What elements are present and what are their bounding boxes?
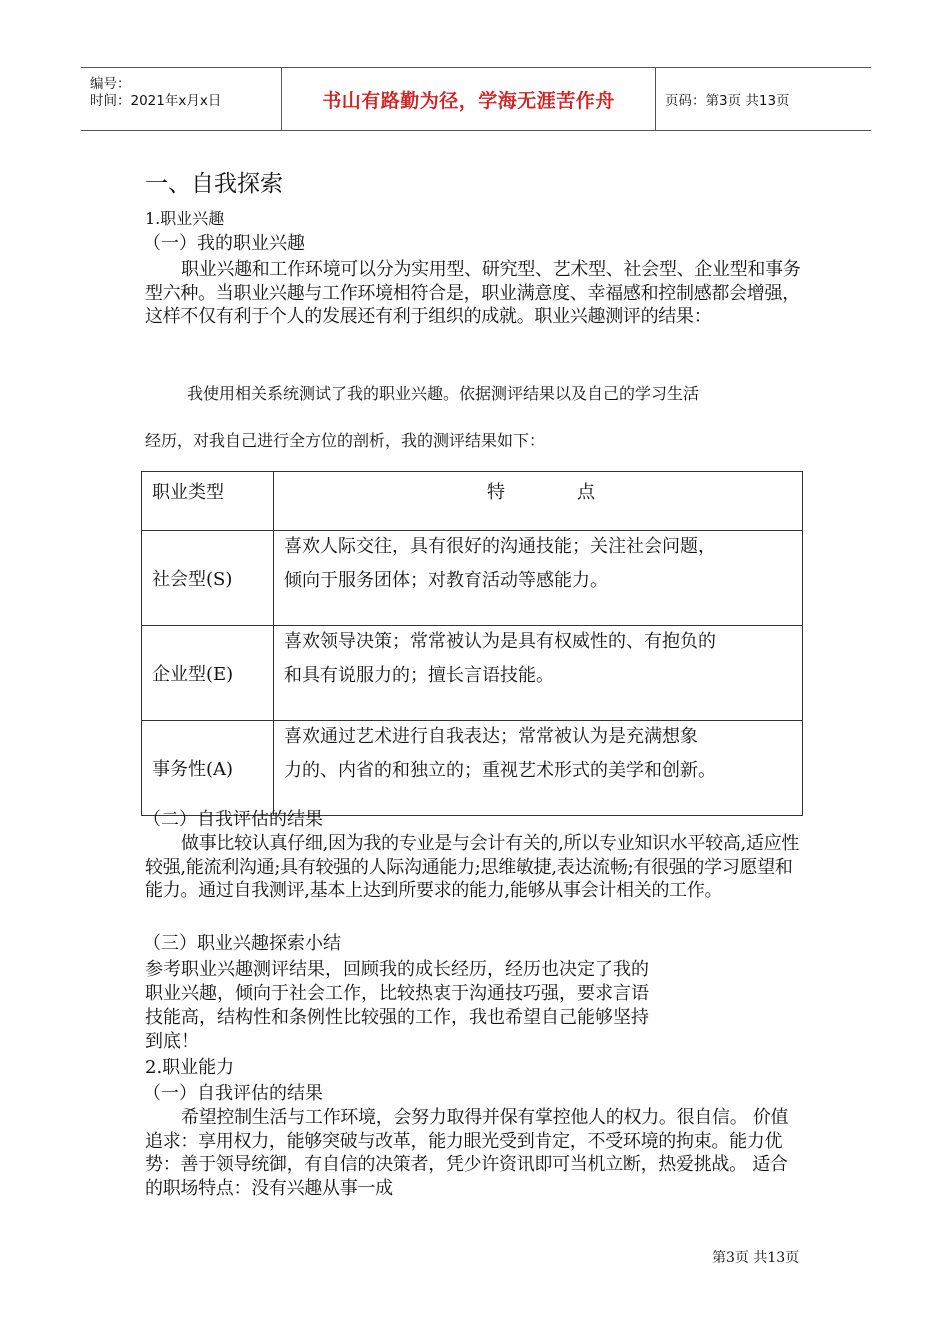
page-header [81, 67, 871, 131]
table-header-cell: 职业类型 [142, 472, 274, 531]
paragraph-line: 职业兴趣，倾向于社会工作，比较热衷于沟通技巧强，要求言语 [145, 983, 649, 1004]
table-header-cell: 特 点 [274, 472, 803, 531]
desc-line: 喜欢通过艺术进行自我表达；常常被认为是充满想象 [284, 726, 698, 747]
paragraph-line: 经历，对我自己进行全方位的剖析，我的测评结果如下： [145, 431, 546, 450]
subsection-title: 2.职业能力 [145, 1057, 235, 1078]
document-number-label: 编号： [90, 76, 131, 92]
table-row [142, 626, 803, 721]
document-date: 时间：2021年x月x日 [90, 93, 222, 109]
career-type-table [141, 471, 803, 816]
desc-line: 和具有说服力的；擅长言语技能。 [284, 665, 554, 686]
subsection-heading: （一）自我评估的结果 [143, 1083, 323, 1104]
table-header-row [142, 472, 803, 531]
desc-line: 喜欢人际交往，具有很好的沟通技能；关注社会问题， [284, 536, 716, 557]
table-cell-type: 事务性(A) [142, 721, 274, 816]
table-cell-desc [274, 721, 803, 816]
subsection-heading: （三）职业兴趣探索小结 [143, 933, 341, 954]
paragraph-line: 到底！ [145, 1031, 199, 1052]
table-cell-desc [274, 531, 803, 626]
subsection-heading: （二）自我评估的结果 [143, 809, 323, 830]
table-cell-desc [274, 626, 803, 721]
subsection-title: 1.职业兴趣 [145, 209, 225, 228]
header-page-number: 页码：第3页 共13页 [665, 93, 790, 109]
paragraph: 做事比较认真仔细,因为我的专业是与会计有关的,所以专业知识水平较高,适应性较强,能流利沟通;具有较强的人际沟通能力;思维敏捷,表达流畅;有很强的学习愿望和能力。通过自我测评,基本上达到所要求的能力,能够从事会计相关的工作。 [145, 833, 800, 901]
paragraph-line: 技能高，结构性和条例性比较强的工作，我也希望自己能够坚持 [145, 1007, 649, 1028]
header-meta [81, 68, 282, 130]
footer-page-number: 第3页 共13页 [712, 1250, 800, 1266]
table-row [142, 721, 803, 816]
table-cell-type: 社会型(S) [142, 531, 274, 626]
desc-line: 力的、内省的和独立的；重视艺术形式的美学和创新。 [284, 760, 716, 781]
paragraph-line: 我使用相关系统测试了我的职业兴趣。依据测评结果以及自己的学习生活 [187, 384, 700, 403]
table-row [142, 531, 803, 626]
motto: 书山有路勤为径，学海无涯苦作舟 [322, 89, 615, 112]
header-motto-cell [282, 68, 656, 130]
subsection-heading: （一）我的职业兴趣 [143, 233, 305, 254]
desc-line: 倾向于服务团体；对教育活动等感能力。 [284, 570, 608, 591]
desc-line: 喜欢领导决策；常常被认为是具有权威性的、有抱负的 [284, 631, 716, 652]
paragraph: 希望控制生活与工作环境，会努力取得并保有掌控他人的权力。很自信。 价值追求：享用权力，能够突破与改革，能力眼光受到肯定，不受环境的拘束。能力优势：善于领导统御，有自信的决策者，凭少许资讯即可当机立断，热爱挑战。 适合的职场特点：没有兴趣从事一成 [145, 1107, 789, 1199]
paragraph: 职业兴趣和工作环境可以分为实用型、研究型、艺术型、社会型、企业型和事务型六种。当职业兴趣与工作环境相符合是，职业满意度、幸福感和控制感都会增强，这样不仅有利于个人的发展还有利于组织的成就。职业兴趣测评的结果： [145, 259, 801, 327]
section-title: 一、自我探索 [145, 171, 283, 197]
paragraph-line: 参考职业兴趣测评结果，回顾我的成长经历，经历也决定了我的 [145, 959, 649, 980]
table-cell-type: 企业型(E) [142, 626, 274, 721]
